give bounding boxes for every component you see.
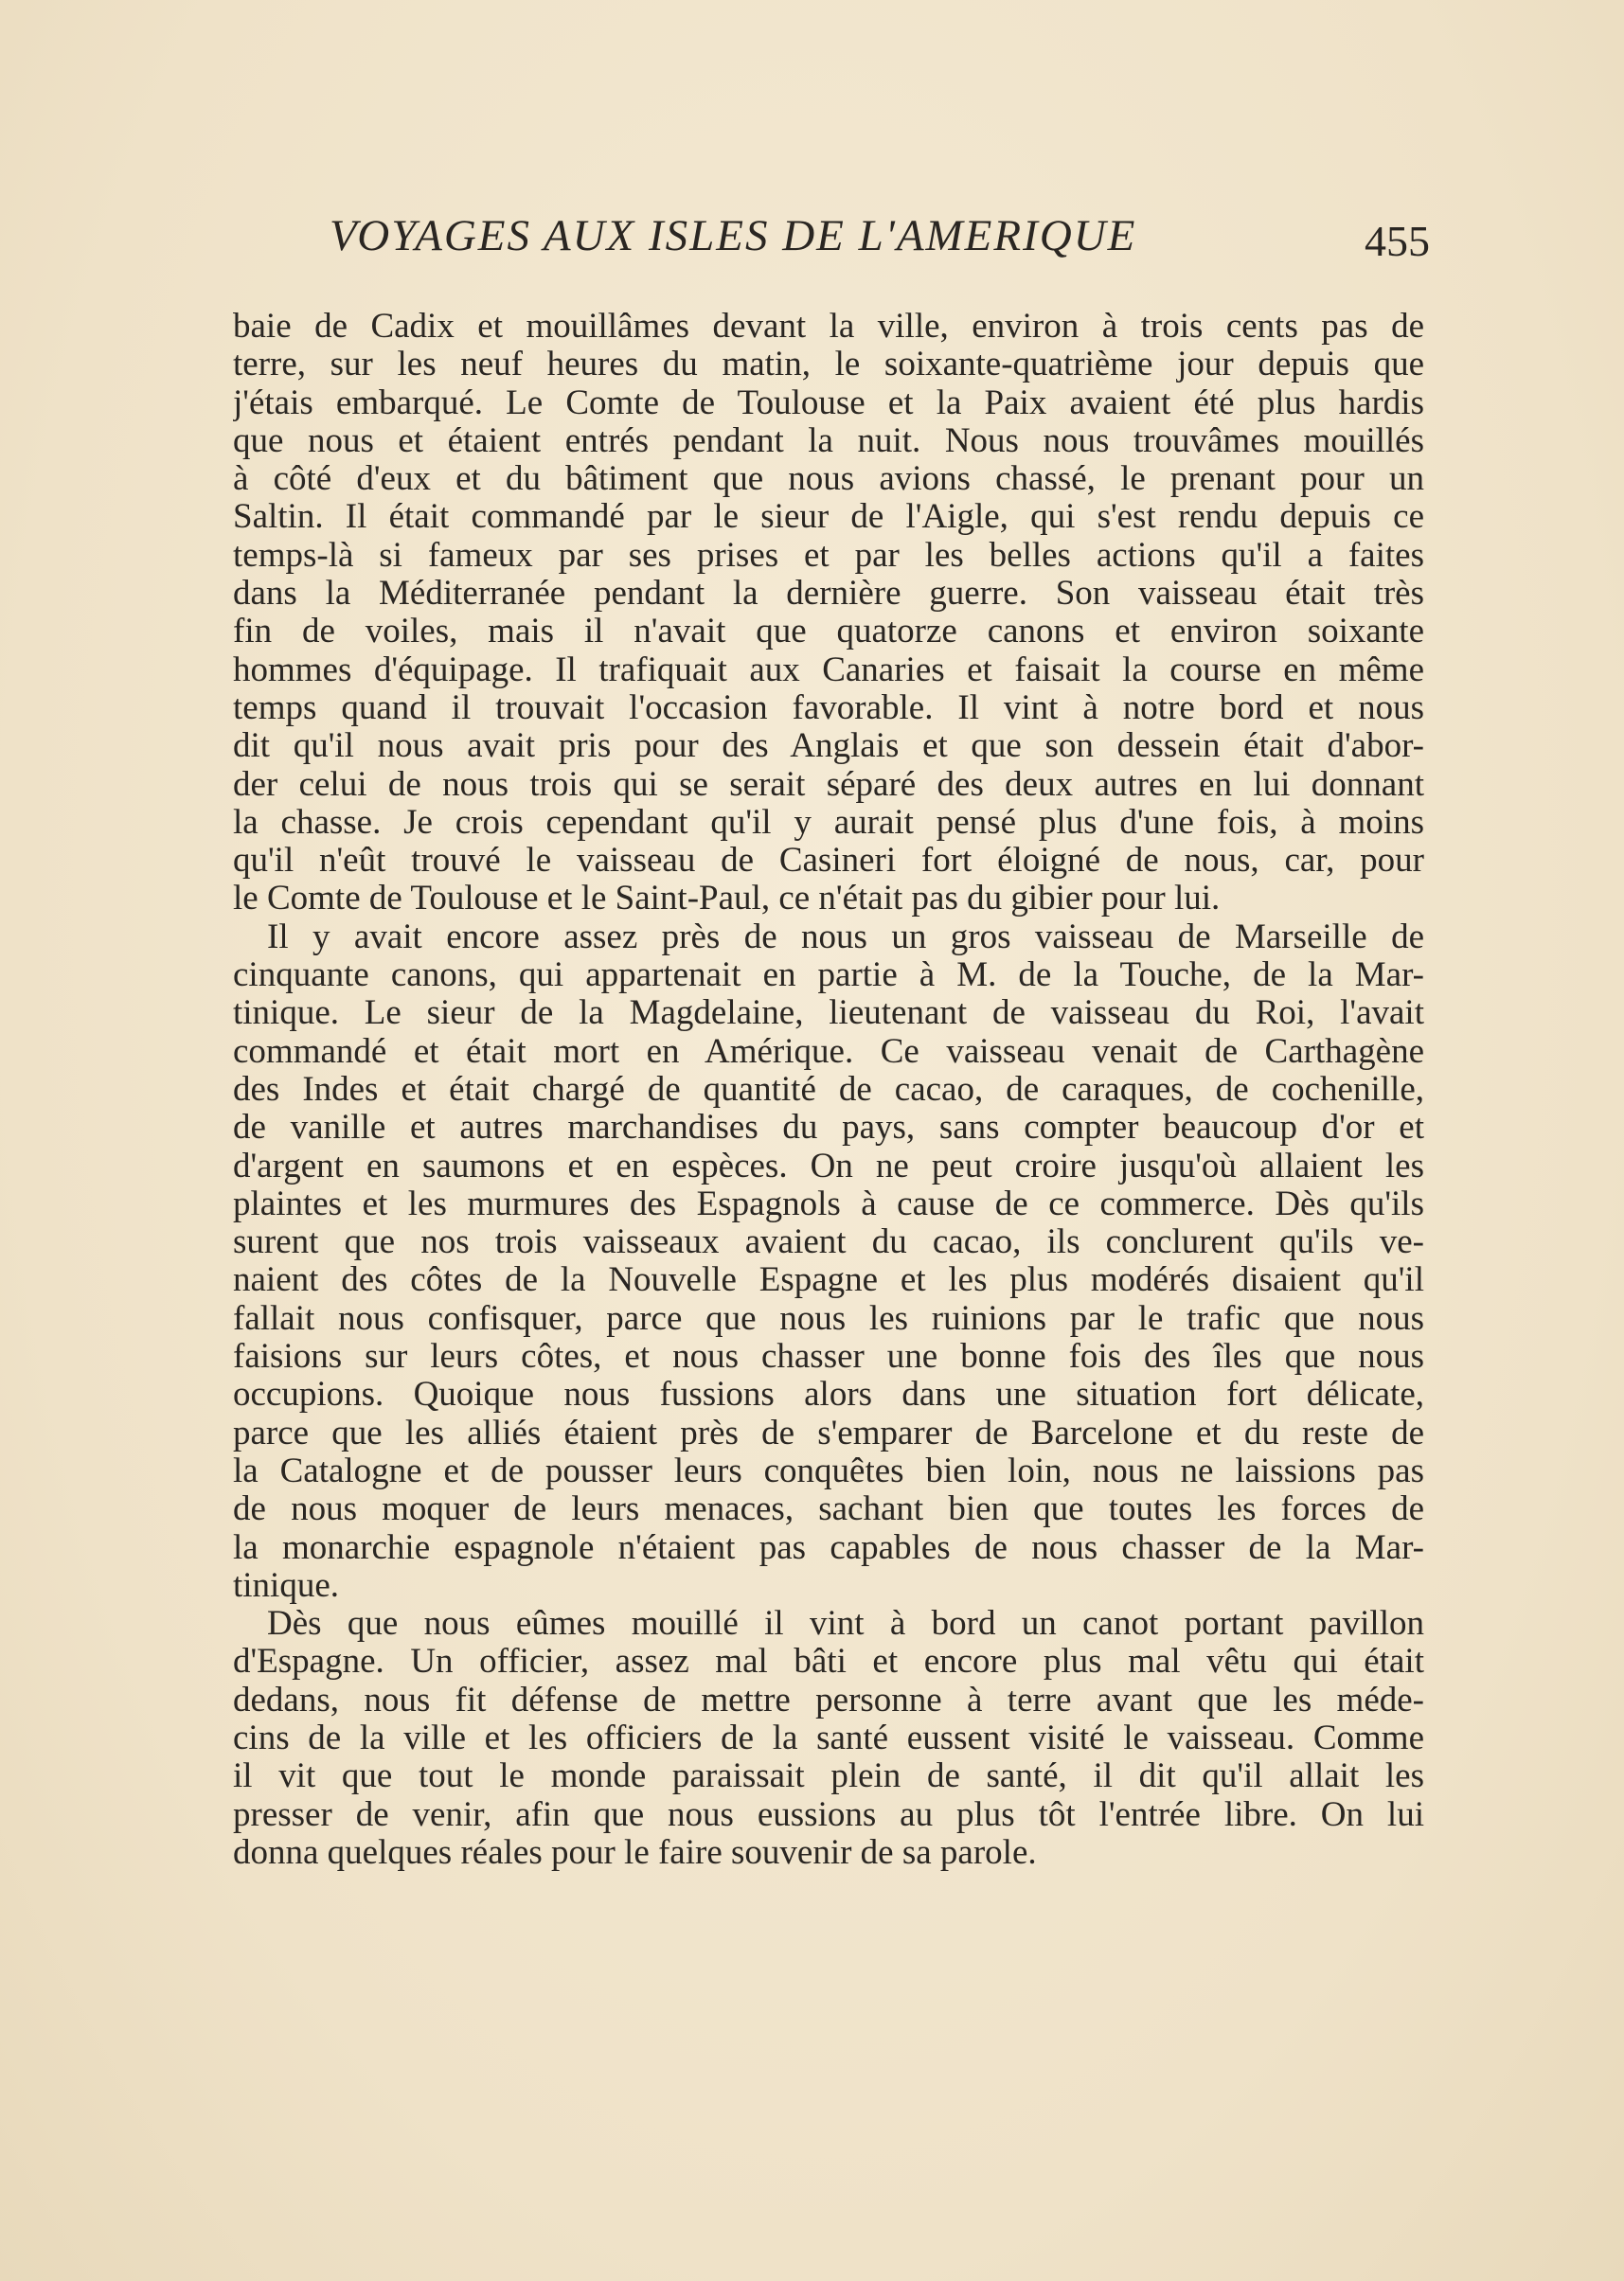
text-segment: des Indes et était chargé de quantité de cacao, de caraques, de cochenille, bbox=[233, 1070, 1424, 1109]
text-line bbox=[233, 1109, 1424, 1147]
text-line bbox=[233, 384, 1424, 422]
text-segment: naient des côtes de la Nouvelle Espagne et les plus modérés disaient qu'il bbox=[233, 1261, 1424, 1300]
text-line bbox=[233, 308, 1424, 346]
page-number: 455 bbox=[1365, 217, 1430, 265]
text-segment: plaintes et les murmures des Espagnols à cause de ce commerce. Dès qu'ils bbox=[233, 1185, 1424, 1223]
text-segment: la chasse. Je crois cependant qu'il y aurait pensé plus d'une fois, à moins bbox=[233, 803, 1424, 842]
text-segment: il vit que tout le monde paraissait plein de santé, il dit qu'il allait les bbox=[233, 1757, 1424, 1796]
text-line bbox=[233, 422, 1424, 460]
text-segment: donna quelques réales pour le faire souvenir de sa parole. bbox=[233, 1833, 1037, 1872]
text-line bbox=[233, 1720, 1424, 1757]
italic-title: Comte de Toulouse bbox=[565, 383, 866, 422]
text-segment: tinique. Le sieur de la Magdelaine, lieutenant de vaisseau du Roi, l'avait bbox=[233, 994, 1424, 1033]
text-segment: cins de la ville et les officiers de la santé eussent visité le vaisseau. Comme bbox=[233, 1719, 1424, 1757]
text-line bbox=[233, 1300, 1424, 1338]
text-line bbox=[233, 1757, 1424, 1795]
text-segment: et la bbox=[865, 383, 985, 422]
text-segment: presser de venir, afin que nous eussions au plus tôt l'entrée libre. On lui bbox=[233, 1795, 1424, 1834]
text-line bbox=[233, 842, 1424, 880]
text-segment: Saltin. Il était commandé par le sieur de l'Aigle, qui s'est rendu depuis ce bbox=[233, 498, 1424, 537]
text-line bbox=[233, 1376, 1424, 1414]
text-line bbox=[233, 1490, 1424, 1528]
text-segment: j'étais embarqué. Le bbox=[233, 383, 566, 422]
text-segment: la monarchie espagnole n'étaient pas capables de nous chasser de la Mar- bbox=[233, 1528, 1424, 1567]
italic-title: Paix bbox=[984, 383, 1047, 422]
text-segment: d'argent en saumons et en espèces. On ne peut croire jusqu'où allaient les bbox=[233, 1147, 1424, 1185]
text-line bbox=[233, 1338, 1424, 1376]
running-title: VOYAGES AUX ISLES DE L'AMERIQUE bbox=[330, 211, 1137, 260]
italic-title: Saint-Paul, bbox=[615, 880, 771, 918]
text-line bbox=[233, 1605, 1424, 1643]
text-segment: le bbox=[233, 880, 267, 918]
text-segment: ce n'était pas du gibier pour lui. bbox=[770, 880, 1221, 918]
text-line bbox=[233, 994, 1424, 1032]
text-segment: et le bbox=[538, 880, 616, 918]
text-segment: d'Espagne. Un officier, assez mal bâti et encore plus mal vêtu qui était bbox=[233, 1643, 1424, 1682]
text-line bbox=[233, 537, 1424, 575]
text-line bbox=[233, 956, 1424, 994]
text-line bbox=[233, 1567, 1424, 1605]
text-line bbox=[233, 727, 1424, 765]
text-line bbox=[233, 575, 1424, 613]
text-segment: temps quand il trouvait l'occasion favorable. Il vint à notre bord et nous bbox=[233, 688, 1424, 727]
text-line bbox=[233, 460, 1424, 498]
text-segment: terre, sur les neuf heures du matin, le soixante-quatrième jour depuis que bbox=[233, 346, 1424, 384]
text-segment: à côté d'eux et du bâtiment que nous avions chassé, le prenant pour un bbox=[233, 460, 1424, 499]
text-segment: tinique. bbox=[233, 1566, 340, 1605]
text-line bbox=[233, 1185, 1424, 1223]
text-line bbox=[233, 1529, 1424, 1567]
text-line bbox=[233, 1643, 1424, 1681]
text-segment: qu'il n'eût trouvé le vaisseau de Casineri fort éloigné de nous, car, pour bbox=[233, 842, 1424, 881]
text-line bbox=[233, 346, 1424, 383]
text-line bbox=[233, 1796, 1424, 1834]
text-line bbox=[233, 918, 1424, 956]
text-line bbox=[233, 1682, 1424, 1720]
text-segment: surent que nos trois vaisseaux avaient du cacao, ils conclurent qu'ils ve- bbox=[233, 1223, 1424, 1262]
text-segment: fallait nous confisquer, parce que nous les ruinions par le trafic que nous bbox=[233, 1299, 1424, 1338]
text-segment: Dès que nous eûmes mouillé il vint à bord un canot portant pavillon bbox=[267, 1605, 1424, 1644]
running-head bbox=[235, 210, 1430, 276]
text-segment: que nous et étaient entrés pendant la nuit. Nous nous trouvâmes mouillés bbox=[233, 421, 1424, 460]
text-line bbox=[233, 1261, 1424, 1299]
text-segment: hommes d'équipage. Il trafiquait aux Canaries et faisait la course en même bbox=[233, 650, 1424, 689]
text-line bbox=[233, 766, 1424, 804]
text-segment: parce que les alliés étaient près de s'emparer de Barcelone et du reste de bbox=[233, 1414, 1424, 1452]
text-segment: dedans, nous fit défense de mettre personne à terre avant que les méde- bbox=[233, 1681, 1424, 1720]
text-segment: baie de Cadix et mouillâmes devant la ville, environ à trois cents pas de bbox=[233, 308, 1424, 346]
italic-title: Comte de Toulouse bbox=[266, 880, 539, 918]
text-segment: cinquante canons, qui appartenait en partie à M. de la Touche, de la Mar- bbox=[233, 956, 1424, 995]
text-segment: dit qu'il nous avait pris pour des Anglais et que son dessein était d'abor- bbox=[233, 727, 1424, 766]
text-line bbox=[233, 689, 1424, 727]
text-segment: der celui de nous trois qui se serait séparé des deux autres en lui donnant bbox=[233, 765, 1424, 804]
body-text bbox=[233, 308, 1424, 1872]
text-line bbox=[233, 1148, 1424, 1185]
text-line bbox=[233, 498, 1424, 536]
text-segment: fin de voiles, mais il n'avait que quatorze canons et environ soixante bbox=[233, 613, 1424, 651]
text-line bbox=[233, 1071, 1424, 1109]
text-line bbox=[233, 1033, 1424, 1071]
text-segment: dans la Méditerranée pendant la dernière guerre. Son vaisseau était très bbox=[233, 575, 1424, 614]
text-line bbox=[233, 1223, 1424, 1261]
text-line bbox=[233, 1452, 1424, 1490]
text-line bbox=[233, 804, 1424, 842]
text-line bbox=[233, 1834, 1424, 1872]
text-segment: temps-là si fameux par ses prises et par les belles actions qu'il a faites bbox=[233, 536, 1424, 575]
text-line bbox=[233, 1415, 1424, 1452]
text-segment: occupions. Quoique nous fussions alors dans une situation fort délicate, bbox=[233, 1376, 1424, 1415]
text-segment: de vanille et autres marchandises du pays, sans compter beaucoup d'or et bbox=[233, 1109, 1424, 1148]
text-segment: avaient été plus hardis bbox=[1046, 383, 1424, 422]
text-segment: commandé et était mort en Amérique. Ce vaisseau venait de Carthagène bbox=[233, 1032, 1424, 1071]
text-line bbox=[233, 651, 1424, 689]
text-segment: de nous moquer de leurs menaces, sachant bien que toutes les forces de bbox=[233, 1490, 1424, 1529]
text-segment: la Catalogne et de pousser leurs conquêtes bien loin, nous ne laissions pas bbox=[233, 1452, 1424, 1490]
text-line bbox=[233, 613, 1424, 650]
text-segment: Il y avait encore assez près de nous un gros vaisseau de Marseille de bbox=[267, 918, 1424, 956]
text-segment: faisions sur leurs côtes, et nous chasser une bonne fois des îles que nous bbox=[233, 1338, 1424, 1377]
text-line bbox=[233, 880, 1424, 918]
